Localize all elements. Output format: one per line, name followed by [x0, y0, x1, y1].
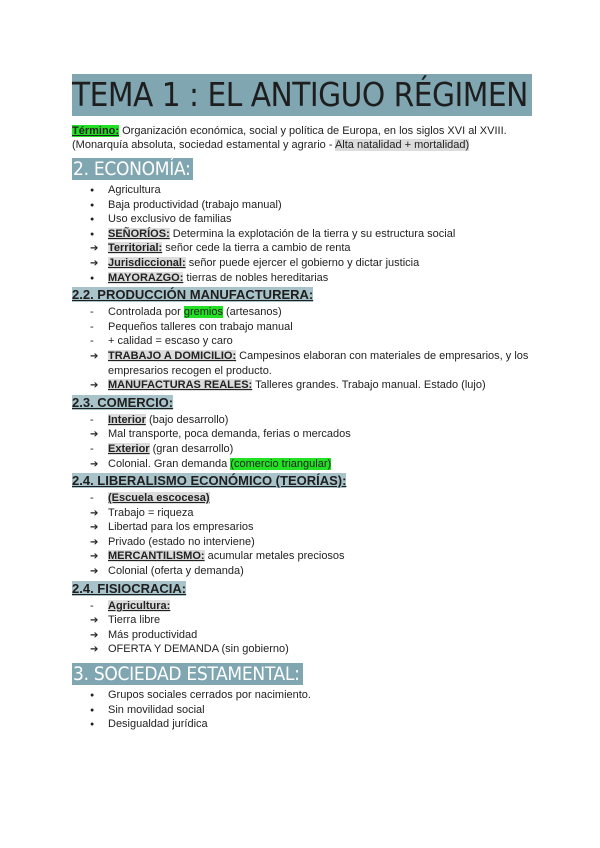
arrow-icon	[90, 241, 104, 257]
dash-icon	[90, 442, 104, 457]
item-text: Campesinos elaboran con materiales de empresarios, y los empresarios recogen el producto.	[108, 349, 529, 377]
item-text: Libertad para los empresarios	[108, 521, 254, 534]
list-item	[90, 378, 542, 393]
intro-line1: Organización económica, social y política de Europa, en los siglos XVI al XVIII.	[119, 125, 507, 137]
item-text: Uso exclusivo de familias	[108, 213, 232, 226]
bullet-icon	[90, 717, 104, 734]
list-item	[90, 628, 542, 643]
item-text: Baja productividad (trabajo manual)	[108, 198, 282, 211]
item-text: Colonial (oferta y demanda)	[108, 565, 244, 578]
item-highlight: gremios	[183, 306, 223, 319]
item-text: Grupos sociales cerrados por nacimiento.	[108, 689, 311, 702]
item-text: Pequeños talleres con trabajo manual	[108, 320, 293, 333]
list-item	[90, 613, 542, 628]
list-item	[90, 241, 542, 256]
item-label: MERCANTILISMO:	[108, 550, 205, 563]
list-item	[90, 305, 542, 320]
list-liberalismo	[72, 491, 542, 579]
item-text: (gran desarrollo)	[149, 442, 234, 455]
item-label: MANUFACTURAS REALES:	[108, 379, 253, 392]
item-highlight: (comercio triangular)	[230, 457, 332, 470]
item-label: Jurisdiccional:	[108, 256, 186, 269]
item-text: tierras de nobles hereditarias	[183, 271, 329, 284]
item-label: Interior	[108, 413, 146, 426]
item-label: Exterior	[108, 442, 150, 455]
list-item	[90, 198, 542, 213]
arrow-icon	[90, 506, 104, 522]
dash-icon	[90, 413, 104, 428]
section-heading-liberalismo: 2.4. LIBERALISMO ECONÓMICO (TEORÍAS):	[72, 473, 347, 489]
item-text: señor cede la tierra a cambio de renta	[162, 242, 351, 255]
item-text: Agricultura	[108, 184, 161, 196]
item-text: Sin movilidad social	[108, 703, 205, 716]
list-produccion	[72, 305, 542, 393]
list-sociedad	[72, 688, 542, 732]
list-item	[90, 413, 542, 428]
page-title: TEMA 1 : EL ANTIGUO RÉGIMEN	[72, 74, 532, 116]
document-page	[72, 74, 542, 732]
item-text: Trabajo = riqueza	[108, 506, 194, 519]
item-text: Talleres grandes. Trabajo manual. Estado (lujo)	[252, 379, 486, 392]
item-text: Privado (estado no interviene)	[108, 535, 255, 548]
section-heading-fisiocracia: 2.4. FISIOCRACIA:	[72, 580, 187, 596]
arrow-icon	[90, 564, 104, 580]
arrow-icon	[90, 520, 104, 536]
list-item	[90, 227, 542, 242]
section-heading-economia: 2. ECONOMÍA:	[72, 158, 193, 180]
term-label: Término:	[72, 125, 120, 137]
list-item	[90, 442, 542, 457]
list-item	[90, 457, 542, 472]
arrow-icon	[90, 549, 104, 565]
arrow-icon	[90, 349, 104, 365]
intro-line2: (Monarquía absoluta, sociedad estamental y agrario -	[72, 139, 335, 151]
section-heading-comercio: 2.3. COMERCIO:	[72, 394, 174, 410]
item-label: Territorial:	[108, 242, 163, 255]
list-economia	[72, 183, 542, 285]
item-text: Determina la explotación de la tierra y su estructura social	[169, 227, 456, 240]
item-text: (artesanos)	[222, 306, 282, 319]
section-heading-produccion: 2.2. PRODUCCIÓN MANUFACTURERA:	[72, 287, 314, 303]
list-item	[90, 506, 542, 521]
section-heading-sociedad: 3. SOCIEDAD ESTAMENTAL:	[72, 663, 303, 685]
list-item	[90, 212, 542, 227]
arrow-icon	[90, 613, 104, 629]
dash-icon	[90, 320, 104, 335]
arrow-icon	[90, 256, 104, 272]
list-item	[90, 183, 542, 198]
arrow-icon	[90, 535, 104, 551]
list-item	[90, 599, 542, 614]
list-item	[90, 320, 542, 335]
item-text: Más productividad	[108, 628, 198, 641]
list-item	[90, 334, 542, 349]
list-fisiocracia	[72, 599, 542, 657]
intro-paragraph	[72, 124, 542, 152]
list-item	[90, 427, 542, 442]
item-label: SEÑORÍOS:	[108, 227, 170, 240]
list-item	[90, 549, 542, 564]
item-text: OFERTA Y DEMANDA (sin gobierno)	[108, 643, 289, 656]
intro-line2-highlight: Alta natalidad + mortalidad)	[334, 139, 470, 151]
list-item	[90, 717, 542, 732]
list-item	[90, 349, 542, 378]
list-comercio	[72, 413, 542, 471]
item-label: Agricultura:	[108, 599, 171, 612]
arrow-icon	[90, 628, 104, 644]
item-label: TRABAJO A DOMICILIO:	[108, 349, 237, 362]
dash-icon	[90, 599, 104, 614]
item-text: Desigualdad jurídica	[108, 718, 208, 731]
list-item	[90, 688, 542, 703]
item-text: (bajo desarrollo)	[145, 413, 229, 426]
list-item	[90, 256, 542, 271]
list-item	[90, 564, 542, 579]
dash-icon	[90, 305, 104, 320]
arrow-icon	[90, 427, 104, 443]
item-text: Tierra libre	[108, 614, 161, 627]
item-label: MAYORAZGO:	[108, 271, 184, 284]
item-text: + calidad = escaso y caro	[108, 335, 233, 348]
dash-icon	[90, 334, 104, 349]
list-item	[90, 703, 542, 718]
list-item	[90, 491, 542, 506]
item-label: (Escuela escocesa)	[108, 492, 210, 505]
list-item	[90, 520, 542, 535]
dash-icon	[90, 491, 104, 506]
item-text: acumular metales preciosos	[204, 550, 345, 563]
bullet-icon	[90, 271, 104, 288]
arrow-icon	[90, 378, 104, 394]
item-text: señor puede ejercer el gobierno y dictar justicia	[185, 256, 420, 269]
list-item	[90, 642, 542, 657]
list-item	[90, 535, 542, 550]
arrow-icon	[90, 457, 104, 473]
item-text: Mal transporte, poca demanda, ferias o mercados	[108, 428, 351, 441]
item-text: Controlada por	[108, 306, 184, 319]
list-item	[90, 271, 542, 286]
arrow-icon	[90, 642, 104, 658]
item-text: Colonial. Gran demanda	[108, 457, 231, 470]
